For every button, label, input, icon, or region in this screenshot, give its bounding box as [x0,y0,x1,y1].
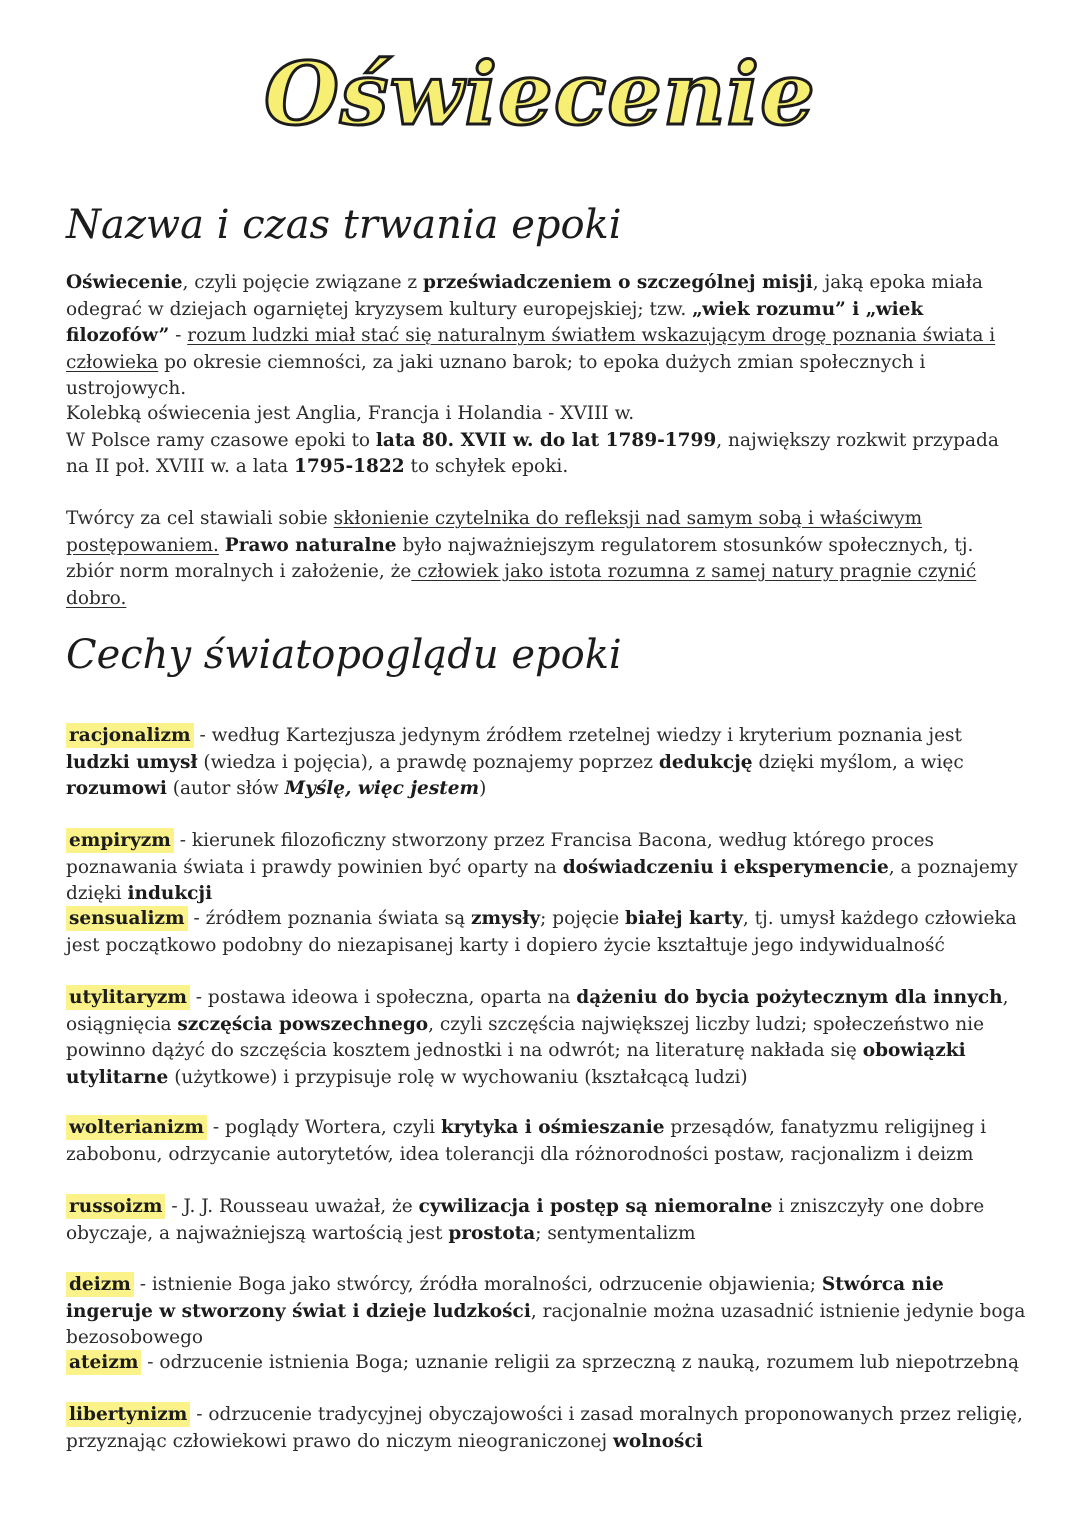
section-heading-worldview: Cechy światopoglądu epoki [66,632,622,678]
paragraph-definition: Oświecenie, czyli pojęcie związane z przeświadczeniem o szczególnej misji, jaką epoka miała odegrać w dziejach ogarniętej kryzysem kultury europejskiej; tzw. „wiek rozumu” i „wiek filozofów” - rozum ludzki miał stać się naturalnym światłem wskazującym drogę poznania świata i człowieka po okresie ciemności, za jaki uznano barok; to epoka dużych zmian społecznych i ustrojowych. [66,272,996,399]
paragraph-goals: Twórcy za cel stawiali sobie skłonienie czytelnika do refleksji nad samym sobą i właściwym postępowaniem. Prawo naturalne było najważniejszym regulatorem stosunków społecznych, tj. zbiór norm moralnych i założenie, że człowiek jako istota rozumna z samej natury pragnie czynić dobro. [66,508,977,609]
term-highlight: utylitaryzm [66,985,190,1010]
term-highlight: sensualizm [66,906,188,931]
term-highlight: deizm [66,1272,134,1297]
term-highlight: ateizm [66,1350,141,1375]
term-entry-empiryzm: empiryzm - kierunek filozoficzny stworzony przez Francisa Bacona, według którego proces poznawania świata i prawdy powinien być oparty na doświadczeniu i eksperymencie, a poznajemy dzięki indukcji [66,830,1018,904]
term-entry-libertynizm: libertynizm - odrzucenie tradycyjnej obyczajowości i zasad moralnych proponowanych przez religię, przyznając człowiekowi prawo do niczym nieograniczonej wolności [66,1404,1023,1452]
term-entry-deizm: deizm - istnienie Boga jako stwórcy, źródła moralności, odrzucenie objawienia; Stwórca nie ingeruje w stworzony świat i dzieje ludzkości, racjonalnie można uzasadnić istnienie jedynie boga bezosobowego [66,1274,1026,1348]
term-highlight: libertynizm [66,1402,190,1427]
term-entry-utylitaryzm: utylitaryzm - postawa ideowa i społeczna, oparta na dążeniu do bycia pożytecznym dla innych, osiągnięcia szczęścia powszechnego, czyli szczęścia największej liczby ludzi; społeczeństwo nie powinno dążyć do szczęścia kosztem jednostki i na odwrót; na literaturę nakłada się obowiązki utylitarne (użytkowe) i przypisuje rolę w wychowaniu (kształcącą ludzi) [66,987,1009,1088]
term-entry-sensualizm: sensualizm - źródłem poznania świata są zmysły; pojęcie białej karty, tj. umysł każdego człowieka jest początkowo podobny do niezapisanej karty i dopiero życie kształtuje jego indywidualność [66,908,1017,956]
term-highlight: russoizm [66,1194,165,1219]
term-entry-russoizm: russoizm - J. J. Rousseau uważał, że cywilizacja i postęp są niemoralne i zniszczyły one dobre obyczaje, a najważniejszą wartością jest prostota; sentymentalizm [66,1196,985,1244]
page-title: Oświecenie [264,44,816,145]
paragraph-time-frame: Kolebką oświecenia jest Anglia, Francja i Holandia - XVIII w. W Polsce ramy czasowe epoki to lata 80. XVII w. do lat 1789-1799, największy rozkwit przypada na II poł. XVIII w. a lata 1795-1822 to schyłek epoki. [66,403,999,477]
term-entry-racjonalizm: racjonalizm - według Kartezjusza jedynym źródłem rzetelnej wiedzy i kryterium poznania jest ludzki umysł (wiedza i pojęcia), a prawdę poznajemy poprzez dedukcję dzięki myślom, a więc rozumowi (autor słów Myślę, więc jestem) [66,725,964,799]
term-highlight: wolterianizm [66,1115,207,1140]
term-highlight: empiryzm [66,828,174,853]
term-highlight: racjonalizm [66,723,194,748]
term-entry-ateizm: ateizm - odrzucenie istnienia Boga; uznanie religii za sprzeczną z nauką, rozumem lub niepotrzebną [66,1350,1026,1377]
term-entry-wolterianizm: wolterianizm - poglądy Wortera, czyli krytyka i ośmieszanie przesądów, fanatyzmu religijneg i zabobonu, odrzycanie autorytetów, idea tolerancji dla różnorodności postaw, racjonalizm i deizm [66,1117,987,1165]
section-heading-name-time: Nazwa i czas trwania epoki [66,202,622,248]
